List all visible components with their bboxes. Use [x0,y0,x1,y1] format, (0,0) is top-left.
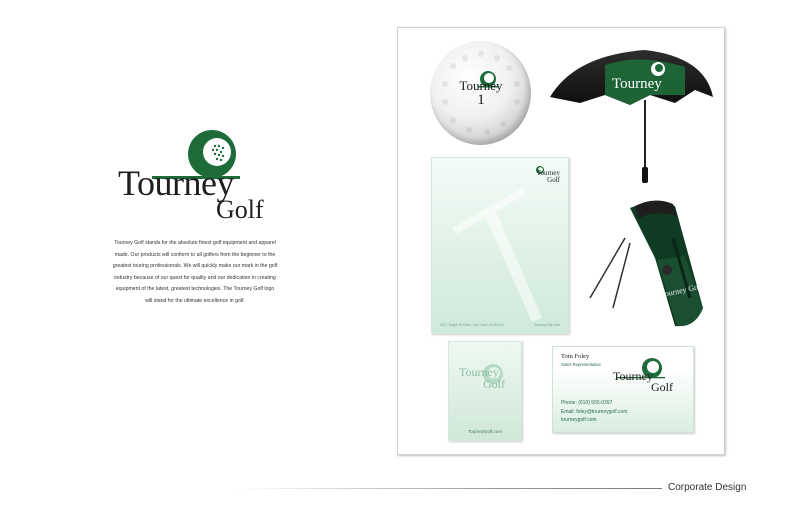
small-card [448,341,522,441]
card-person-name: Tom Foley [561,353,590,360]
footer-rule [238,488,662,489]
business-card-logo [613,371,673,393]
business-card-logo-line2: Golf [651,380,673,394]
card-email: Email: foley@tourneygolf.com [561,408,628,415]
intro-paragraph: Tourney Golf stands for the absolute finest golf equipment and apparel made. Our products will conform to all golfers from the beginner to the greatest touring professionals. We will quickly make our mark in the golf industry because of our quest for quality and our dedication in creating equipment of the latest, greatest technologies. The Tourney Golf logo will stand for the ultimate excellence in golf. [112,240,278,304]
card-website: tourneygolf.com [561,417,597,423]
letterhead-address: 2317 Eagle St Drive, San Jose CA 95120 [440,323,505,327]
small-card-logo-line2: Golf [483,377,505,391]
small-card-logo [459,366,505,390]
small-card-url: TourneyGolf.com [467,429,502,434]
small-card-logo-line1: Tourney [459,365,499,379]
golf-bag-image [585,198,715,333]
business-card-logo-line1: Tourney [613,369,653,383]
footer-label: Corporate Design [668,482,747,493]
ball-wordmark: Tourney [459,78,503,93]
letterhead-logo-line1: Tourney [536,169,560,177]
bag-wordmark: Tourney Golf [659,281,704,300]
brand-name-line1: Tourney [118,163,234,203]
letterhead-logo-line2: Golf [547,176,560,184]
card-person-title: Sales Representative [561,362,601,367]
letterhead-sheet [431,157,569,334]
small-card-ball-icon [449,342,521,440]
ball-print [456,78,506,109]
umbrella-wordmark: Tourney [612,76,662,92]
card-phone: Phone: (610) 555-0397 [561,400,613,406]
main-logo [112,126,282,226]
letterhead-website: TourneyGolf.com [533,323,560,327]
umbrella-image [545,45,715,185]
letterhead-logo [537,170,560,184]
letterhead-watermark [432,158,568,333]
card-contact-block [561,399,628,425]
brand-name-line2: Golf [216,195,264,224]
ball-number: 1 [477,92,485,108]
business-card [552,346,694,433]
